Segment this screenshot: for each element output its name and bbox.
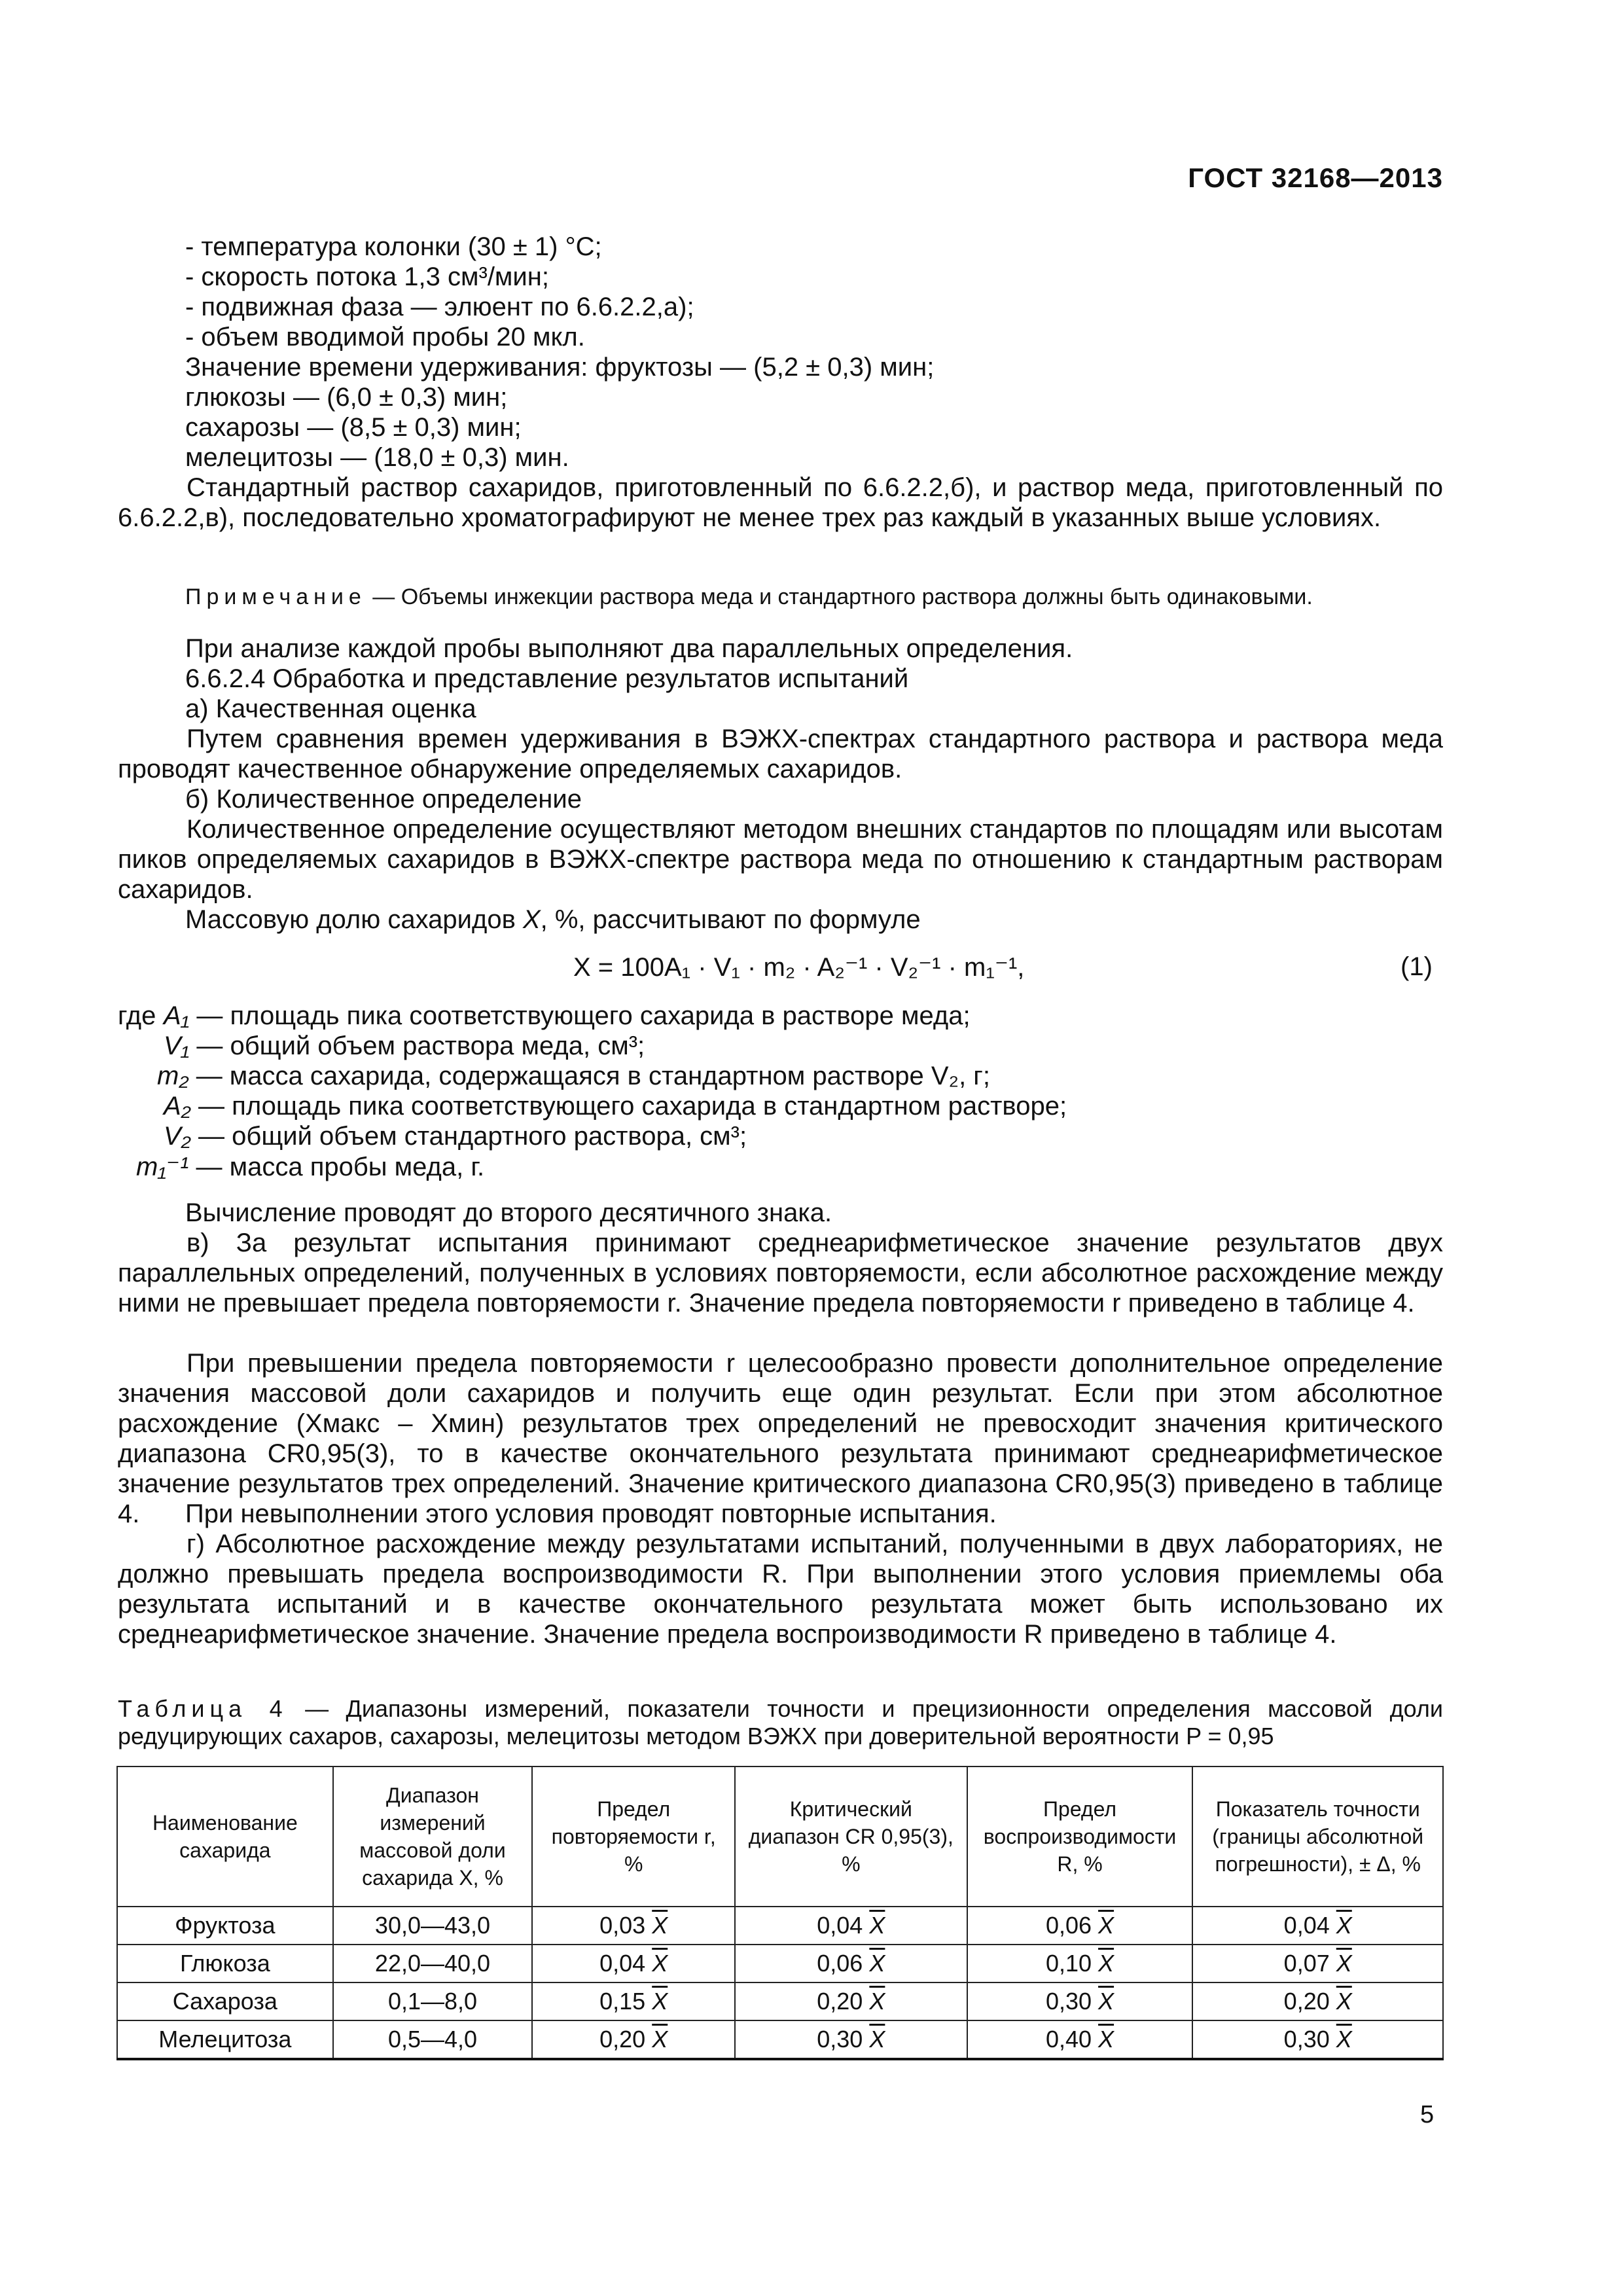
cell-name: Мелецитоза [117,2020,333,2059]
table-row [117,1907,1443,1945]
document-number: ГОСТ 32168—2013 [1188,162,1443,193]
cell-cr: 0,30 $\overline{X}$ [735,2020,967,2059]
cell-cr: 0,04 $\overline{X}$ [735,1907,967,1945]
cell-range: 0,5—4,0 [333,2020,533,2059]
where-prefix: где [118,1001,156,1030]
precision-table [116,1766,1444,2060]
retention-line: сахарозы — (8,5 ± 0,3) мин; [185,413,522,442]
cell-R: 0,06 $\overline{X}$ [967,1907,1193,1945]
retention-line: мелецитозы — (18,0 ± 0,3) мин. [185,443,569,472]
cell-delta: 0,04 $\overline{X}$ [1192,1907,1443,1945]
formula-number: (1) [1400,952,1433,981]
col-header: Предел воспроизводимости R, % [967,1767,1193,1907]
cell-delta: 0,20 $\overline{X}$ [1192,1982,1443,2020]
cell-range: 0,1—8,0 [333,1982,533,2020]
paragraph-parallel: При анализе каждой пробы выполняют два параллельных определения. [185,634,1073,663]
where-item: m₂ — масса сахарида, содержащаяся в стандартном растворе V₂, г; [157,1062,990,1090]
cell-cr: 0,06 $\overline{X}$ [735,1945,967,1982]
cell-delta: 0,30 $\overline{X}$ [1192,2020,1443,2059]
table-caption: Таблица 4 — Диапазоны измерений, показатели точности и прецизионности определения массовой доли редуцирующих сахаров, сахарозы, мелецитозы методом ВЭЖХ при доверительной вероятности P = 0,95 [118,1695,1443,1749]
item-a-title: а) Качественная оценка [185,694,476,723]
cell-delta: 0,07 $\overline{X}$ [1192,1945,1443,1982]
condition-line: - объем вводимой пробы 20 мкл. [185,323,585,351]
paragraph-calc: Вычисление проводят до второго десятичного знака. [185,1198,832,1227]
cell-range: 30,0—43,0 [333,1907,533,1945]
where-item: A₁ — площадь пика соответствующего сахарида в растворе меда; [164,1001,971,1030]
cell-name: Сахароза [117,1982,333,2020]
col-header: Предел повторяемости r, % [532,1767,735,1907]
note-text: — Объемы инжекции раствора меда и стандартного раствора должны быть одинаковыми. [366,584,1313,609]
table-row [117,1982,1443,2020]
col-header: Показатель точности (границы абсолютной погрешности), ± Δ, % [1192,1767,1443,1907]
page-number: 5 [1420,2101,1435,2128]
condition-line: - скорость потока 1,3 см³/мин; [185,262,549,291]
item-b-text: Количественное определение осуществляют методом внешних стандартов по площадям или высотам пиков определяемых сахаридов в ВЭЖХ-спектре раствора меда по отношению к стандартным растворам сахаридов. [118,815,1443,904]
paragraph-standard-solution: Стандартный раствор сахаридов, приготовленный по 6.6.2.2,б), и раствор меда, приготовленный по 6.6.2.2,в), последовательно хроматографируют не менее трех раз каждый в указанных выше условиях. [118,473,1443,532]
where-item: A₂ — площадь пика соответствующего сахарида в стандартном растворе; [164,1092,1067,1121]
formula: X = 100A₁ · V₁ · m₂ · A₂⁻¹ · V₂⁻¹ · m₁⁻¹, [573,953,1025,982]
item-a-text: Путем сравнения времен удерживания в ВЭЖХ-спектрах стандартного раствора и раствора меда проводят качественное обнаружение определяемых сахаридов. [118,725,1443,783]
note [185,584,1313,610]
retention-line: глюкозы — (6,0 ± 0,3) мин; [185,383,508,412]
where-item: V₂ — общий объем стандартного раствора, см³; [164,1122,747,1151]
cell-r: 0,03 $\overline{X}$ [532,1907,735,1945]
cell-R: 0,10 $\overline{X}$ [967,1945,1193,1982]
table-header-row [117,1767,1443,1907]
cell-r: 0,20 $\overline{X}$ [532,2020,735,2059]
cell-range: 22,0—40,0 [333,1945,533,1982]
section-title: 6.6.2.4 Обработка и представление результатов испытаний [185,664,909,693]
condition-line: - подвижная фаза — элюент по 6.6.2.2,а); [185,293,694,321]
cell-cr: 0,20 $\overline{X}$ [735,1982,967,2020]
table-row [117,2020,1443,2059]
cell-name: Фруктоза [117,1907,333,1945]
cell-R: 0,40 $\overline{X}$ [967,2020,1193,2059]
retention-line: Значение времени удерживания: фруктозы — (5,2 ± 0,3) мин; [185,353,935,382]
col-header: Критический диапазон CR 0,95(3), % [735,1767,967,1907]
col-header: Наименование сахарида [117,1767,333,1907]
cell-name: Глюкоза [117,1945,333,1982]
condition-line: - температура колонки (30 ± 1) °С; [185,232,602,261]
paragraph-exceed: При превышении предела повторяемости r целесообразно провести дополнительное определение значения массовой доли сахаридов и получить еще один результат. Если при этом абсолютное расхождение (Xмакс – Xмин) результатов трех определений не превосходит значения критического диапазона CR0,95(3), то в качестве окончательного результата принимают среднеарифметическое значение результатов трех определений. Значение критического диапазона CR0,95(3) приведено в таблице 4. [118,1349,1443,1528]
item-b-title: б) Количественное определение [185,785,582,814]
where-item: V₁ — общий объем раствора меда, см³; [164,1031,645,1060]
where-item: m₁⁻¹ — масса пробы меда, г. [136,1153,485,1181]
paragraph-v: в) За результат испытания принимают среднеарифметическое значение результатов двух параллельных определений, полученных в условиях повторяемости, если абсолютное расхождение между ними не превышает предела повторяемости r. Значение предела повторяемости r приведено в таблице 4. [118,1229,1443,1318]
note-label: Примечание [185,584,366,609]
paragraph-fail: При невыполнении этого условия проводят повторные испытания. [185,1499,997,1528]
table-row [117,1945,1443,1982]
cell-r: 0,04 $\overline{X}$ [532,1945,735,1982]
col-header: Диапазон измерений массовой доли сахарида X, % [333,1767,533,1907]
cell-R: 0,30 $\overline{X}$ [967,1982,1193,2020]
formula-intro: Массовую долю сахаридов X, %, рассчитывают по формуле [185,905,921,934]
cell-r: 0,15 $\overline{X}$ [532,1982,735,2020]
paragraph-g: г) Абсолютное расхождение между результатами испытаний, полученными в двух лабораториях, не должно превышать предела воспроизводимости R. При выполнении этого условия приемлемы оба результата испытаний и в качестве окончательного результата может быть использовано их среднеарифметическое значение. Значение предела воспроизводимости R приведено в таблице 4. [118,1530,1443,1649]
